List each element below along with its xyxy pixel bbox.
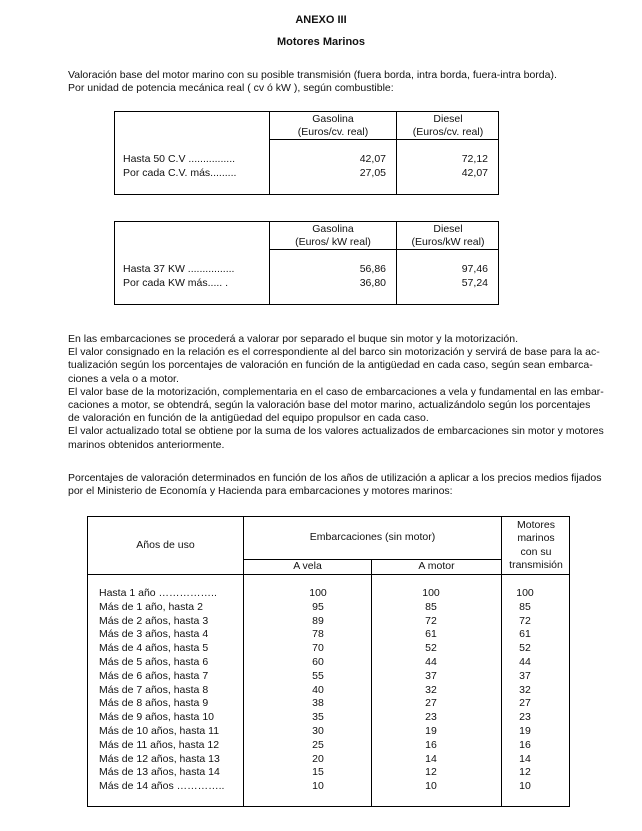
body-line: El valor actualizado total se obtiene por la suma de los valores actualizados de embarcaciones sin motor y motores [68, 425, 604, 438]
table-pct-row-label: Más de 2 años, hasta 3 [99, 614, 209, 627]
table-pct-row-label: Más de 8 años, hasta 9 [99, 697, 209, 710]
table-pct-row-label: Más de 11 años, hasta 12 [99, 738, 220, 751]
table-pct-row-motores: 32 [519, 683, 531, 696]
table-pct-row-vela: 70 [312, 642, 324, 655]
pct-intro-paragraph [68, 472, 602, 498]
table-pct-row-motor: 16 [425, 738, 437, 751]
table-pct-row-motores: 14 [519, 752, 531, 765]
table-pct-header-motor: A motor [418, 560, 455, 572]
table-pct-row-vela: 30 [312, 725, 324, 737]
body-line: El valor base de la motorización, complementaria en el caso de embarcaciones a vela y fundamental en las embar- [68, 385, 604, 398]
pct-intro-line: Porcentajes de valoración determinados en función de los años de utilización a aplicar a los precios medios fijados [68, 472, 602, 484]
table-pct-row-vela: 60 [312, 656, 324, 668]
body-line: ciones a vela o a motor. [68, 372, 179, 385]
table-pct-row-motor: 12 [425, 766, 437, 779]
table-pct-row-label: Más de 4 años, hasta 5 [99, 642, 209, 655]
table-pct-row-label: Más de 13 años, hasta 14 [99, 766, 220, 779]
table-pct-header-embarcaciones: Embarcaciones (sin motor) [309, 531, 436, 543]
table-pct-row-motor: 61 [425, 628, 437, 641]
table-pct-row-label: Más de 6 años, hasta 7 [99, 669, 209, 682]
table-pct-row-motor: 10 [425, 780, 437, 793]
table-cv-row-label: Por cada C.V. más......... [123, 167, 237, 179]
table-cv-header-gasolina: Gasolina (Euros/cv. real) [297, 113, 369, 138]
table-pct-row-motor: 19 [425, 725, 437, 737]
intro-line: Por unidad de potencia mecánica real ( cv ó kW ), según combustible: [68, 82, 394, 95]
table-pct-row-vela: 78 [312, 628, 324, 641]
table-pct-row-label: Hasta 1 año …………….. [99, 587, 217, 599]
table-pct-row-motor: 32 [425, 683, 437, 696]
table-pct-row-vela: 100 [309, 587, 327, 599]
table-cv-row-label: Hasta 50 C.V ................ [123, 153, 236, 165]
table-pct-row-vela: 25 [312, 738, 324, 751]
table-pct-row-label: Más de 5 años, hasta 6 [99, 656, 209, 668]
intro-line: Valoración base del motor marino con su posible transmisión (fuera borda, intra borda, fuera-intra borda). [68, 69, 557, 81]
table-kw-row-label: Hasta 37 KW ................ [123, 263, 235, 275]
table-pct-row-motores: 61 [519, 628, 531, 641]
body-line: caciones a motor, se obtendrá, según la valoración base del motor marino, actualizándolo según los porcentajes [68, 399, 591, 412]
table-pct-row-motores: 52 [519, 642, 531, 655]
table-kw-row-label: Por cada KW más..... . [123, 277, 229, 289]
table-pct-row-motores: 44 [519, 656, 531, 668]
table-pct-row-motores: 16 [519, 738, 531, 751]
table-pct-row-vela: 38 [312, 697, 324, 710]
table-kw-row-gasolina: 36,80 [359, 277, 386, 289]
table-pct-row-motor: 85 [425, 600, 437, 613]
table-kw-row-gasolina: 56,86 [359, 263, 386, 275]
table-pct-row-vela: 10 [312, 780, 324, 793]
table-pct-row-motor: 37 [425, 669, 437, 682]
table-pct-row-motores: 12 [519, 766, 531, 779]
table-pct-row-motores: 100 [516, 587, 534, 599]
table-pct-row-motores: 85 [519, 600, 531, 613]
table-pct-row-motor: 52 [425, 642, 437, 655]
table-pct-row-vela: 35 [312, 711, 324, 724]
table-pct-row-motor: 23 [425, 711, 437, 724]
annex-title: ANEXO III [295, 14, 347, 26]
pct-intro-line: por el Ministerio de Economía y Hacienda para embarcaciones y motores marinos: [68, 485, 453, 498]
table-kw [114, 221, 499, 305]
table-pct-row-vela: 55 [312, 669, 324, 682]
table-pct-row-label: Más de 3 años, hasta 4 [99, 628, 209, 641]
table-pct-row-vela: 20 [312, 752, 324, 765]
table-cv-row-diesel: 72,12 [461, 153, 488, 165]
table-pct-row-motor: 100 [422, 587, 440, 599]
table-pct-header-motores: Motores marinos con su transmisión [509, 519, 563, 572]
table-pct-row-label: Más de 14 años ………….. [99, 780, 225, 793]
table-kw-row-diesel: 57,24 [461, 277, 488, 289]
table-pct [87, 516, 570, 807]
table-pct-row-motores: 37 [519, 669, 531, 682]
table-pct-row-motor: 72 [425, 614, 437, 627]
body-line: marinos obtenidos anteriormente. [68, 438, 225, 451]
table-pct-row-vela: 89 [312, 614, 324, 627]
body-line: En las embarcaciones se procederá a valorar por separado el buque sin motor y la motorización. [68, 333, 518, 345]
body-paragraph [68, 333, 604, 452]
table-pct-header-vela: A vela [293, 560, 322, 572]
table-pct-row-motor: 14 [425, 752, 437, 765]
table-kw-header-gasolina: Gasolina (Euros/ kW real) [295, 223, 371, 248]
body-line: de valoración en función de la antigüedad del equipo propulsor en cada caso. [68, 412, 429, 425]
table-pct-row-label: Más de 12 años, hasta 13 [99, 752, 220, 765]
table-pct-row-motores: 19 [519, 725, 531, 737]
table-pct-row-motor: 27 [425, 697, 437, 710]
table-kw-header-diesel: Diesel (Euros/kW real) [411, 223, 485, 248]
table-pct-row-motor: 44 [425, 656, 437, 668]
table-cv-row-diesel: 42,07 [461, 167, 488, 179]
annex-subtitle: Motores Marinos [276, 36, 365, 48]
table-pct-row-label: Más de 10 años, hasta 11 [99, 725, 220, 737]
table-cv [114, 111, 499, 195]
body-line: El valor consignado en la relación es el correspondiente al del barco sin motorización y servirá de base para la ac- [68, 346, 600, 359]
table-cv-row-gasolina: 27,05 [359, 167, 386, 179]
table-pct-row-motores: 10 [519, 780, 531, 793]
table-pct-row-label: Más de 7 años, hasta 8 [99, 683, 209, 696]
table-pct-row-motores: 27 [519, 697, 531, 710]
table-pct-header-years: Años de uso [136, 539, 195, 551]
table-pct-row-vela: 95 [312, 600, 324, 613]
table-cv-header-diesel: Diesel (Euros/cv. real) [412, 113, 484, 138]
table-pct-row-vela: 40 [312, 683, 324, 696]
table-pct-row-label: Más de 9 años, hasta 10 [99, 711, 214, 724]
table-cv-row-gasolina: 42,07 [359, 153, 386, 165]
table-pct-row-motores: 72 [519, 614, 531, 627]
table-pct-row-vela: 15 [312, 766, 324, 779]
table-pct-row-motores: 23 [519, 711, 531, 724]
table-kw-row-diesel: 97,46 [461, 263, 488, 275]
intro-paragraph [68, 69, 586, 95]
body-line: tualización según los porcentajes de valoración en función de la antigüedad en cada caso, según sean embarca- [68, 359, 593, 372]
table-pct-row-label: Más de 1 año, hasta 2 [99, 600, 203, 613]
